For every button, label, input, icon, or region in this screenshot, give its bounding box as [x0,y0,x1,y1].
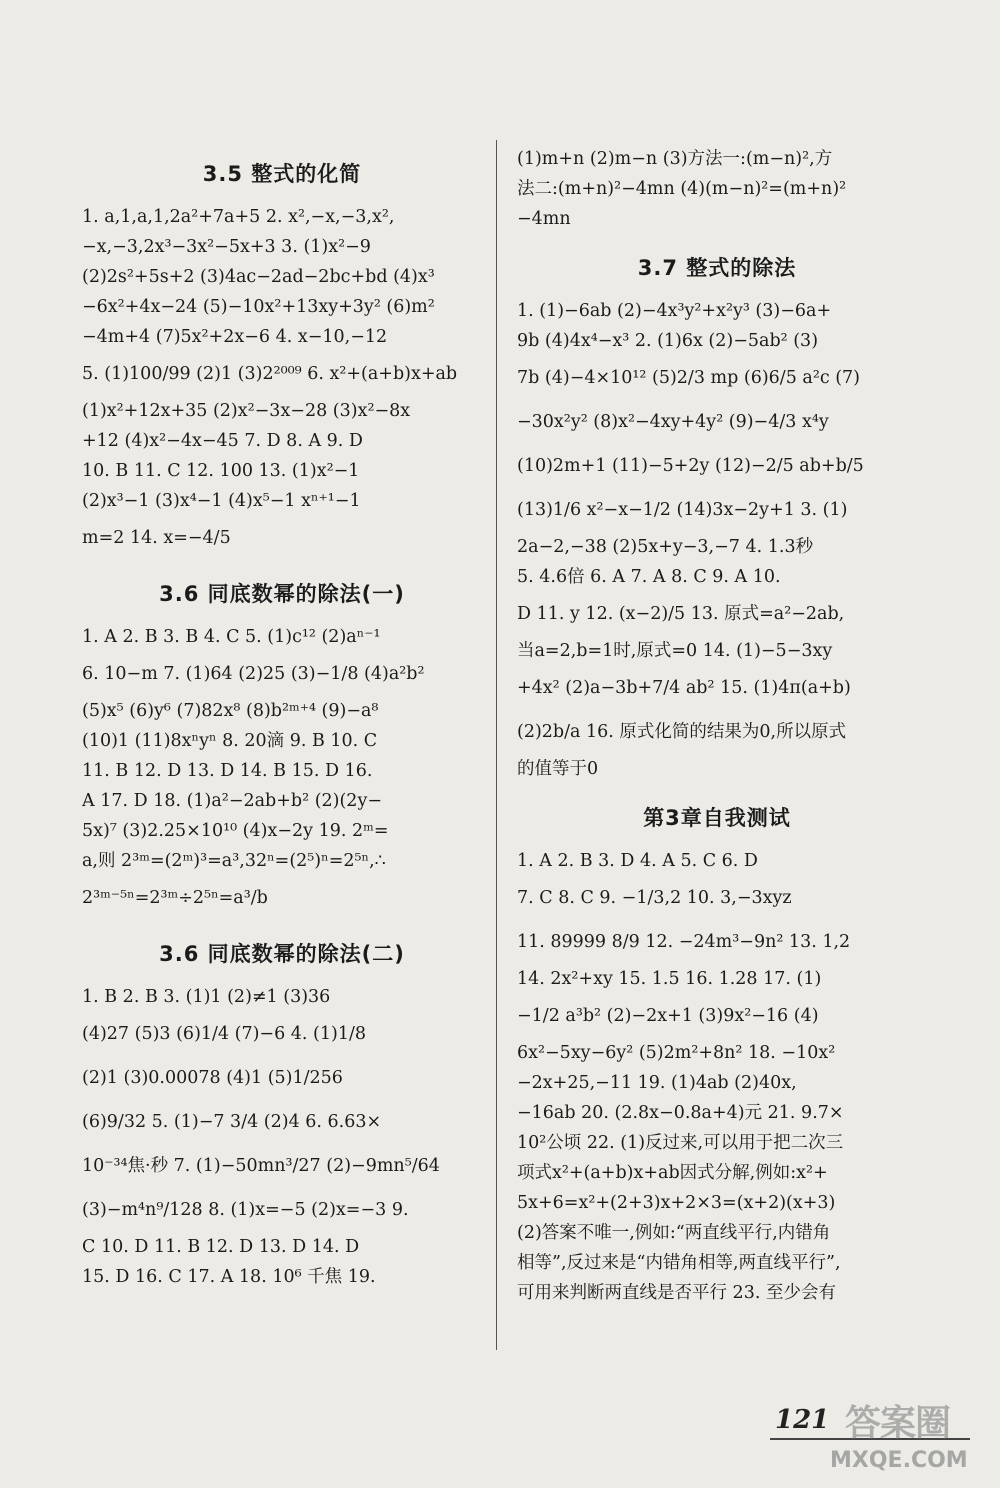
answer-line: 的值等于0 [517,759,599,779]
answer-line: 1. B 2. B 3. (1)1 (2)≠1 (3)36 [82,987,331,1007]
answer-line: 10. B 11. C 12. 100 13. (1)x²−1 [82,461,360,481]
answer-line: (10)2m+1 (11)−5+2y (12)−2/5 ab+b/5 [517,456,864,476]
answer-line: (10)1 (11)8xⁿyⁿ 8. 20滴 9. B 10. C [82,731,378,751]
answer-line: (2)1 (3)0.00078 (4)1 (5)1/256 [82,1068,343,1088]
section-title: 第3章自我测试 [643,806,791,830]
answer-line: 11. B 12. D 13. D 14. B 15. D 16. [82,761,373,781]
answer-line: 5x)⁷ (3)2.25×10¹⁰ (4)x−2y 19. 2ᵐ= [82,821,389,841]
answer-line: 15. D 16. C 17. A 18. 10⁶ 千焦 19. [82,1267,376,1287]
answer-line: 14. 2x²+xy 15. 1.5 16. 1.28 17. (1) [517,969,822,989]
answer-line: 2³ᵐ⁻⁵ⁿ=2³ᵐ÷2⁵ⁿ=a³/b [82,888,268,908]
answer-line: (13)1/6 x²−x−1/2 (14)3x−2y+1 3. (1) [517,500,848,520]
answer-line: 7b (4)−4×10¹² (5)2/3 mp (6)6/5 a²c (7) [517,368,861,388]
page-number: 121 [775,1405,830,1435]
column-divider [496,140,497,1350]
answer-line: −4mn [517,209,571,229]
answer-line: +12 (4)x²−4x−45 7. D 8. A 9. D [82,431,363,451]
section-body [82,982,482,1292]
answer-line: (2)2s²+5s+2 (3)4ac−2ad−2bc+bd (4)x³ [82,267,435,287]
section-title: 3.7 整式的除法 [637,256,797,280]
answer-line: 6x²−5xy−6y² (5)2m²+8n² 18. −10x² [517,1043,836,1063]
answer-line: 11. 89999 8/9 12. −24m³−9n² 13. 1,2 [517,932,851,952]
answer-line: 相等”,反过来是“内错角相等,两直线平行”, [517,1253,841,1273]
answer-line: D 11. y 12. (x−2)/5 13. 原式=a²−2ab, [517,604,845,624]
section-body [82,622,482,920]
left-column [82,140,482,1292]
section-title: 3.6 同底数幂的除法(二) [159,942,405,966]
answer-line: 1. A 2. B 3. B 4. C 5. (1)c¹² (2)aⁿ⁻¹ [82,627,381,647]
answer-line: 5. (1)100/99 (2)1 (3)2²⁰⁰⁹ 6. x²+(a+b)x+ab [82,364,458,384]
answer-line: 10⁻³⁴焦·秒 7. (1)−50mn³/27 (2)−9mn⁵/64 [82,1156,440,1176]
answer-line: 1. a,1,a,1,2a²+7a+5 2. x²,−x,−3,x², [82,207,395,227]
answer-line: m=2 14. x=−4/5 [82,528,231,548]
watermark-logo: 答案圈 [845,1403,951,1444]
answer-line: 项式x²+(a+b)x+ab因式分解,例如:x²+ [517,1163,828,1183]
answer-line: (5)x⁵ (6)y⁶ (7)82x⁸ (8)b²ᵐ⁺⁴ (9)−a⁸ [82,701,379,721]
answer-line: 1. A 2. B 3. D 4. A 5. C 6. D [517,851,758,871]
answer-line: (2)答案不唯一,例如:“两直线平行,内错角 [517,1223,831,1243]
answer-line: 法二:(m+n)²−4mn (4)(m−n)²=(m+n)² [517,179,847,199]
section-body [517,846,917,1308]
answer-line: (2)x³−1 (3)x⁴−1 (4)x⁵−1 xⁿ⁺¹−1 [82,491,361,511]
answer-line: 7. C 8. C 9. −1/3,2 10. 3,−3xyz [517,888,792,908]
answer-line: (1)m+n (2)m−n (3)方法一:(m−n)²,方 [517,149,833,169]
answer-line: 当a=2,b=1时,原式=0 14. (1)−5−3xy [517,641,833,661]
answer-line: A 17. D 18. (1)a²−2ab+b² (2)(2y− [82,791,382,811]
answer-line: +4x² (2)a−3b+7/4 ab² 15. (1)4π(a+b) [517,678,851,698]
answer-line: 5. 4.6倍 6. A 7. A 8. C 9. A 10. [517,567,781,587]
answer-line: −6x²+4x−24 (5)−10x²+13xy+3y² (6)m² [82,297,435,317]
answer-line: 10²公顷 22. (1)反过来,可以用于把二次三 [517,1133,844,1153]
section-body [517,296,917,784]
section-body [82,202,482,560]
continued-answers [517,144,917,234]
answer-line: (2)2b/a 16. 原式化简的结果为0,所以原式 [517,722,847,742]
answer-line: −2x+25,−11 19. (1)4ab (2)40x, [517,1073,797,1093]
answer-line: 可用来判断两直线是否平行 23. 至少会有 [517,1283,836,1303]
watermark-url: MXQE.COM [830,1448,968,1473]
answer-line: −x,−3,2x³−3x²−5x+3 3. (1)x²−9 [82,237,371,257]
answer-line: 5x+6=x²+(2+3)x+2×3=(x+2)(x+3) [517,1193,836,1213]
answer-line: 9b (4)4x⁴−x³ 2. (1)6x (2)−5ab² (3) [517,331,819,351]
answer-line: (1)x²+12x+35 (2)x²−3x−28 (3)x²−8x [82,401,411,421]
answer-line: −1/2 a³b² (2)−2x+1 (3)9x²−16 (4) [517,1006,819,1026]
answer-line: 2a−2,−38 (2)5x+y−3,−7 4. 1.3秒 [517,537,814,557]
answer-line: 1. (1)−6ab (2)−4x³y²+x²y³ (3)−6a+ [517,301,832,321]
answer-line: −16ab 20. (2.8x−0.8a+4)元 21. 9.7× [517,1103,844,1123]
section-title: 3.6 同底数幂的除法(一) [159,582,405,606]
right-column [517,140,917,1308]
answer-line: −4m+4 (7)5x²+2x−6 4. x−10,−12 [82,327,388,347]
answer-line: 6. 10−m 7. (1)64 (2)25 (3)−1/8 (4)a²b² [82,664,425,684]
answer-line: C 10. D 11. B 12. D 13. D 14. D [82,1237,360,1257]
answer-line: (3)−m⁴n⁹/128 8. (1)x=−5 (2)x=−3 9. [82,1200,409,1220]
answer-line: a,则 2³ᵐ=(2ᵐ)³=a³,32ⁿ=(2⁵)ⁿ=2⁵ⁿ,∴ [82,851,386,871]
answer-line: (4)27 (5)3 (6)1/4 (7)−6 4. (1)1/8 [82,1024,366,1044]
answer-line: (6)9/32 5. (1)−7 3/4 (2)4 6. 6.63× [82,1112,382,1132]
answer-line: −30x²y² (8)x²−4xy+4y² (9)−4/3 x⁴y [517,412,829,432]
section-title: 3.5 整式的化简 [202,162,362,186]
